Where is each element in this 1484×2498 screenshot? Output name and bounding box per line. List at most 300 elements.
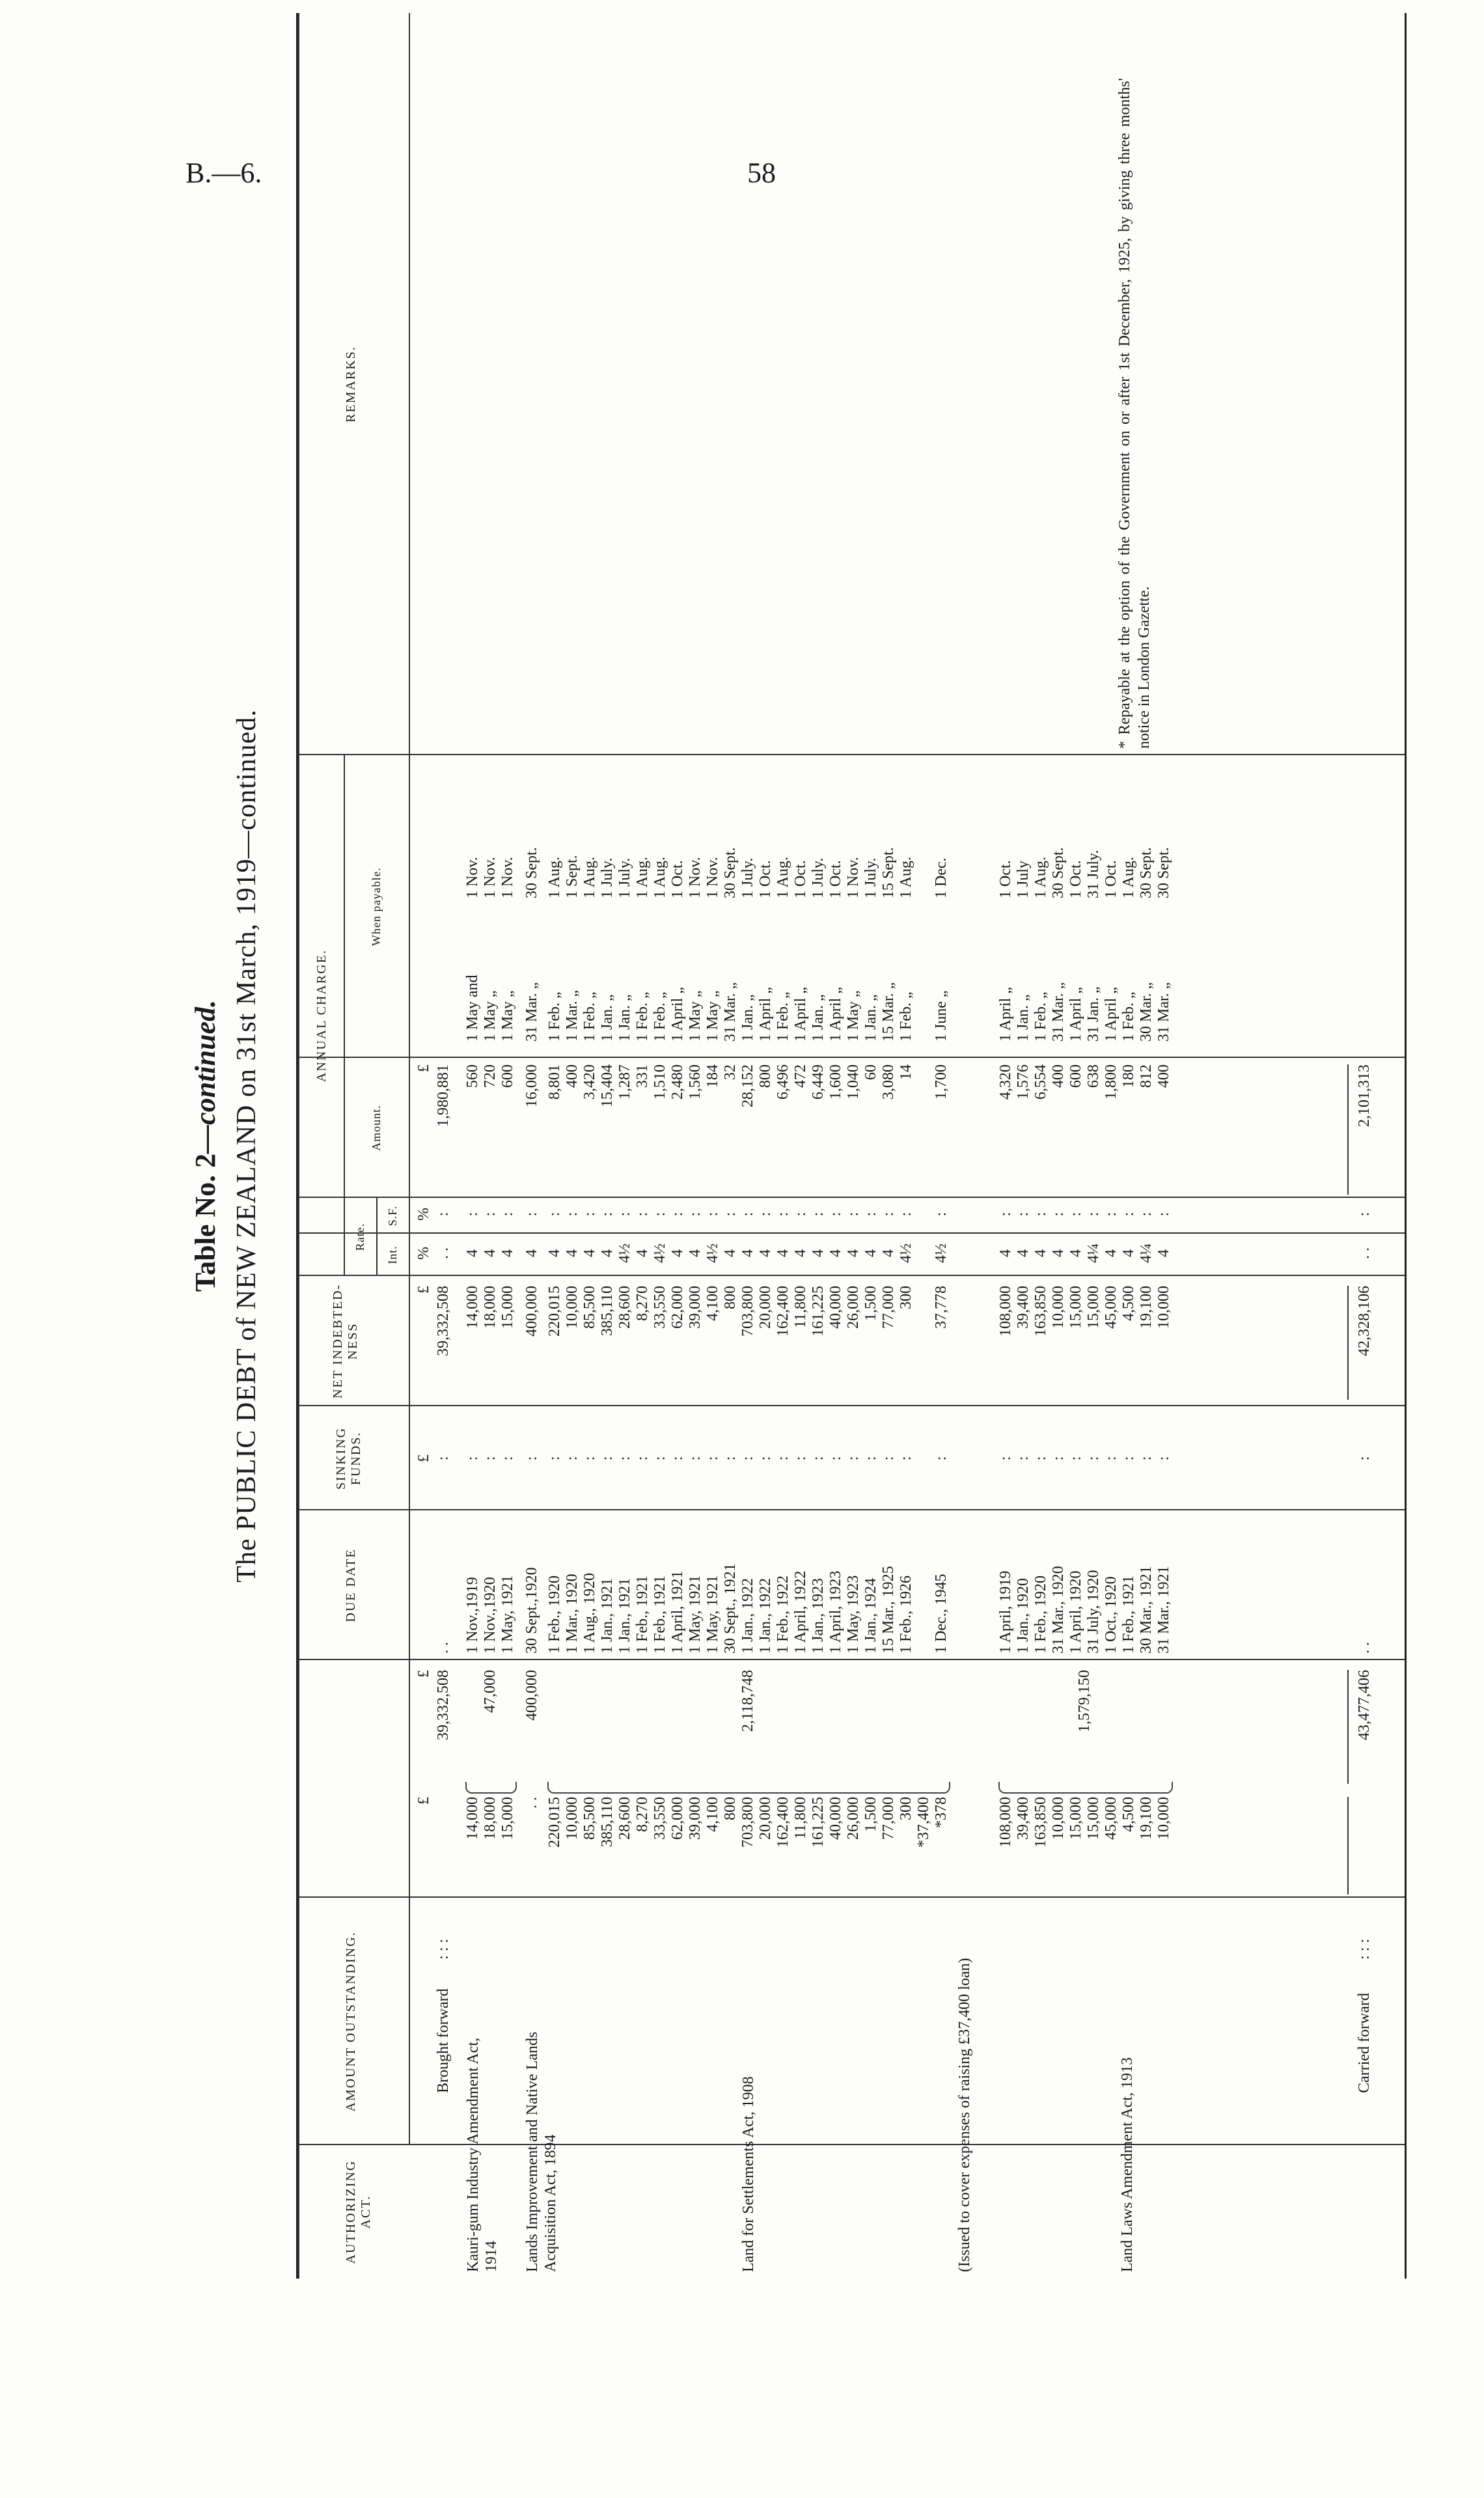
annual-amount: 180 — [1120, 1064, 1137, 1088]
table-row — [792, 13, 810, 2279]
amount-outstanding: 77,000 — [880, 1797, 897, 1840]
due-date: 1 Jan., 1922 — [757, 1578, 774, 1654]
annual-amount: 720 — [482, 1064, 499, 1088]
payable-second: 1 Aug. — [775, 856, 791, 898]
unit-pound: £ — [415, 1797, 432, 1805]
interest-rate: 4¼ — [1138, 1243, 1155, 1263]
interest-rate: 4 — [775, 1249, 791, 1257]
due-date: 31 Mar., 1920 — [1050, 1566, 1067, 1654]
net-indebtedness: 8,270 — [634, 1286, 651, 1321]
amount-outstanding: 62,000 — [669, 1797, 686, 1840]
sinking-fund: : — [1155, 1456, 1172, 1461]
interest-rate: 4½ — [616, 1243, 633, 1263]
annual-amount: 6,449 — [810, 1064, 827, 1100]
payable-second: 1 Aug. — [652, 856, 668, 898]
sinking-rate: : — [722, 1212, 739, 1217]
annual-amount: 800 — [757, 1064, 774, 1088]
payable-first: 1 Feb. „ — [898, 992, 914, 1042]
payable-first: 1 April „ — [1067, 987, 1084, 1042]
payable-first: 1 May „ — [482, 990, 499, 1042]
payable-second: 1 July. — [810, 857, 827, 898]
interest-rate: 4 — [464, 1249, 481, 1257]
amount-outstanding: 161,225 — [810, 1797, 827, 1848]
interest-rate: 4 — [739, 1249, 756, 1257]
table-row — [827, 13, 845, 2279]
annual-amount: 6,554 — [1032, 1064, 1049, 1100]
unit-percent: % — [415, 1247, 432, 1260]
sinking-rate: : — [564, 1212, 581, 1217]
amount-outstanding: 4,100 — [704, 1797, 721, 1832]
amount-outstanding: 39,000 — [687, 1797, 704, 1840]
sinking-fund: : — [933, 1456, 950, 1461]
amount-outstanding: 14,000 — [464, 1797, 481, 1840]
payable-first: 1 May and — [464, 975, 481, 1042]
table-row — [704, 13, 722, 2279]
sinking-fund: : — [722, 1456, 739, 1461]
table-row — [722, 13, 739, 2279]
authorizing-act: Land Laws Amendment Act, 1913 — [1119, 2057, 1136, 2272]
net-indebtedness: 85,500 — [581, 1286, 598, 1329]
sinking-rate: : — [880, 1212, 897, 1217]
payable-first: 1 Feb. „ — [1120, 992, 1137, 1042]
net-indebtedness: 800 — [722, 1286, 739, 1309]
payable-first: 1 Feb. „ — [581, 992, 598, 1042]
group-total-row — [1076, 13, 1093, 2279]
interest-rate: 4 — [499, 1249, 516, 1257]
payable-second: 1 Nov. — [464, 857, 481, 898]
annual-amount: 3,420 — [581, 1064, 598, 1100]
payable-first: 31 Mar. „ — [1050, 982, 1067, 1042]
payable-second: 30 Sept. — [1050, 847, 1067, 898]
payable-first: 1 Mar. „ — [564, 990, 581, 1042]
sinking-rate: : — [1103, 1212, 1120, 1217]
sinking-fund: : — [757, 1456, 774, 1461]
due-date: 1 May, 1921 — [499, 1575, 516, 1654]
due-date: 1 Nov.,1920 — [482, 1577, 499, 1654]
due-date: 1 Feb., 1921 — [1120, 1575, 1137, 1654]
table-row — [880, 13, 898, 2279]
header-sinking: SINKING FUNDS. — [334, 1426, 363, 1490]
table-row — [546, 13, 564, 2279]
payable-first: 1 April „ — [669, 987, 686, 1042]
payable-first: 1 May „ — [845, 990, 862, 1042]
payable-first: 1 Jan. „ — [739, 994, 756, 1042]
payable-first: 1 Jan. „ — [862, 994, 879, 1042]
due-date: 15 Mar., 1925 — [880, 1566, 897, 1654]
carried-forward-total: 43,477,406 — [1356, 1670, 1373, 1740]
due-date: 1 Jan., 1923 — [810, 1578, 827, 1654]
public-debt-table — [296, 13, 1407, 2279]
payable-first: 1 Feb. „ — [775, 992, 791, 1042]
interest-rate: 4 — [523, 1249, 540, 1257]
sinking-rate: : — [523, 1212, 540, 1217]
due-date: 1 Feb., 1921 — [634, 1575, 651, 1654]
table-row — [634, 13, 652, 2279]
annual-amount: 560 — [464, 1064, 481, 1088]
due-date: 30 Mar., 1921 — [1138, 1566, 1155, 1654]
interest-rate: 4 — [1067, 1249, 1084, 1257]
sinking-fund: : — [997, 1456, 1014, 1461]
interest-rate: 4½ — [704, 1243, 721, 1263]
header-amount: Amount. — [370, 1105, 383, 1151]
sinking-rate: : — [845, 1212, 862, 1217]
sinking-rate: : — [669, 1212, 686, 1217]
due-date: 1 May, 1921 — [704, 1575, 721, 1654]
header-rate: Rate. — [353, 1223, 366, 1251]
interest-rate: 4 — [1155, 1249, 1172, 1257]
payable-second: 1 Aug. — [634, 856, 651, 898]
unit-pound: £ — [415, 1286, 432, 1294]
interest-rate: 4¼ — [1085, 1243, 1102, 1263]
annual-amount: 60 — [862, 1064, 879, 1080]
payable-second: 1 Oct. — [997, 860, 1014, 898]
payable-second: 30 Sept. — [1138, 847, 1155, 898]
units-row — [415, 13, 433, 2279]
amount-outstanding: 162,400 — [775, 1797, 791, 1848]
payable-second: 31 July. — [1085, 850, 1102, 898]
net-indebtedness: 161,225 — [810, 1286, 827, 1337]
payable-first: 1 June „ — [933, 990, 950, 1042]
payable-first: 15 Mar. „ — [880, 982, 897, 1042]
annual-amount: 1,040 — [845, 1064, 862, 1100]
amount-outstanding: . . — [523, 1797, 540, 1809]
group-total: 1,579,150 — [1076, 1670, 1093, 1732]
sinking-fund: : — [810, 1456, 827, 1461]
annual-amount: 184 — [704, 1064, 721, 1088]
amount-outstanding: 39,400 — [1015, 1797, 1032, 1840]
sinking-fund: : — [1032, 1456, 1049, 1461]
due-date: 31 Mar., 1921 — [1155, 1566, 1172, 1654]
sinking-rate: : — [1015, 1212, 1032, 1217]
interest-rate: 4 — [482, 1249, 499, 1257]
net-indebtedness: 108,000 — [997, 1286, 1014, 1337]
sinking-fund: : — [1050, 1456, 1067, 1461]
sinking-fund: : — [669, 1456, 686, 1461]
amount-outstanding: 163,850 — [1032, 1797, 1049, 1848]
sinking-rate: : — [482, 1212, 499, 1217]
net-indebtedness: 20,000 — [757, 1286, 774, 1329]
due-date: 1 April, 1921 — [669, 1570, 686, 1654]
sinking-rate: : — [739, 1212, 756, 1217]
interest-rate: 4 — [722, 1249, 739, 1257]
amount-outstanding: 26,000 — [845, 1797, 862, 1840]
due-date: 1 April, 1922 — [792, 1570, 809, 1654]
payable-first: 1 April „ — [792, 987, 809, 1042]
due-date: 1 Jan., 1921 — [616, 1578, 633, 1654]
header-act: AUTHORIZING ACT. — [344, 2159, 373, 2264]
sinking-rate: : — [687, 1212, 704, 1217]
net-indebtedness: 162,400 — [775, 1286, 791, 1337]
table-row — [564, 13, 581, 2279]
sinking-fund: : — [564, 1456, 581, 1461]
payable-second: 1 Oct. — [827, 860, 844, 898]
due-date: 1 Nov.,1919 — [464, 1577, 481, 1654]
due-date: 1 Jan., 1921 — [599, 1578, 616, 1654]
annual-amount: 4,320 — [997, 1064, 1014, 1100]
net-indebtedness: 385,110 — [599, 1286, 616, 1337]
payable-first: 1 Feb. „ — [634, 992, 651, 1042]
payable-first: 31 Jan. „ — [1085, 986, 1102, 1042]
carried-forward-row — [1356, 13, 1373, 2279]
payable-first: 1 Jan. „ — [599, 994, 616, 1042]
due-date: 1 Feb., 1921 — [652, 1575, 668, 1654]
payable-second: 1 Nov. — [687, 857, 704, 898]
unit-pound: £ — [415, 1670, 432, 1678]
interest-rate: 4 — [1103, 1249, 1120, 1257]
due-date: 30 Sept.,1920 — [523, 1567, 540, 1654]
due-date: 1 Oct., 1920 — [1103, 1576, 1120, 1654]
sinking-rate: : — [997, 1212, 1014, 1217]
payable-second: 30 Sept. — [722, 847, 739, 898]
amount-outstanding: 300 — [898, 1797, 914, 1820]
header-annual: ANNUAL CHARGE. — [314, 949, 329, 1082]
annual-amount: 8,801 — [546, 1064, 563, 1100]
due-date: 1 April, 1920 — [1067, 1570, 1084, 1654]
net-indebtedness: 10,000 — [1050, 1286, 1067, 1329]
annual-amount: 1,560 — [687, 1064, 704, 1100]
amount-outstanding: 40,000 — [827, 1797, 844, 1840]
annual-amount: 400 — [1155, 1064, 1172, 1088]
interest-rate: 4 — [634, 1249, 651, 1257]
net-indebtedness: 4,500 — [1120, 1286, 1137, 1321]
due-date: 1 Aug., 1920 — [581, 1572, 598, 1654]
payable-second: 1 Aug. — [1032, 856, 1049, 898]
payable-second: 1 July. — [862, 857, 879, 898]
net-indebtedness: 400,000 — [523, 1286, 540, 1337]
interest-rate: 4 — [1015, 1249, 1032, 1257]
net-indebtedness: 28,600 — [616, 1286, 633, 1329]
header-remarks: REMARKS. — [344, 346, 358, 423]
annual-amount: 1,800 — [1103, 1064, 1120, 1100]
table-row — [669, 13, 687, 2279]
sinking-fund: : — [845, 1456, 862, 1461]
interest-rate: 4 — [997, 1249, 1014, 1257]
sinking-fund: : — [1085, 1456, 1102, 1461]
sinking-rate: : — [1085, 1212, 1102, 1217]
amount-outstanding: 28,600 — [616, 1797, 633, 1840]
brought-forward-total: 39,332,508 — [435, 1670, 452, 1740]
payable-second: 1 Nov. — [845, 857, 862, 898]
amount-outstanding: 1,500 — [862, 1797, 879, 1832]
table-row — [616, 13, 634, 2279]
payable-second: 1 Dec. — [933, 857, 950, 898]
payable-second: 1 Aug. — [1120, 856, 1137, 898]
due-date: 1 Jan., 1920 — [1015, 1578, 1032, 1654]
page-number: 58 — [747, 157, 776, 189]
annual-amount: 15,404 — [599, 1064, 616, 1107]
amount-outstanding: 10,000 — [1155, 1797, 1172, 1840]
interest-rate: 4½ — [898, 1243, 914, 1263]
due-date: 30 Sept., 1921 — [722, 1563, 739, 1654]
amount-outstanding: 4,500 — [1120, 1797, 1137, 1832]
net-indebtedness: 37,778 — [933, 1286, 950, 1329]
due-date: 1 May, 1921 — [687, 1575, 704, 1654]
sinking-fund: : — [464, 1456, 481, 1461]
net-indebtedness: 40,000 — [827, 1286, 844, 1329]
sinking-rate: : — [634, 1212, 651, 1217]
due-date: 1 Feb., 1926 — [898, 1575, 914, 1654]
sinking-rate: : — [652, 1212, 668, 1217]
sinking-fund: : — [1138, 1456, 1155, 1461]
table-row — [862, 13, 880, 2279]
interest-rate: 4½ — [933, 1243, 950, 1263]
header-sf: S.F. — [386, 1205, 399, 1227]
due-date: 1 April, 1919 — [997, 1570, 1014, 1654]
sinking-rate: : — [810, 1212, 827, 1217]
interest-rate: 4 — [581, 1249, 598, 1257]
interest-rate: 4 — [845, 1249, 862, 1257]
sinking-rate: : — [1138, 1212, 1155, 1217]
net-indebtedness: 163,850 — [1032, 1286, 1049, 1337]
carried-forward-label: Carried forward — [1356, 1993, 1373, 2093]
payable-first: 1 Jan. „ — [616, 994, 633, 1042]
amount-outstanding: 45,000 — [1103, 1797, 1120, 1840]
payable-first: 31 Mar. „ — [722, 982, 739, 1042]
net-indebtedness: 1,500 — [862, 1286, 879, 1321]
header-due: DUE DATE — [344, 1548, 358, 1622]
annual-amount: 1,576 — [1015, 1064, 1032, 1100]
sinking-fund: : — [499, 1456, 516, 1461]
payable-second: 1 Aug. — [581, 856, 598, 898]
amount-outstanding: 15,000 — [1085, 1797, 1102, 1840]
sinking-fund: : — [546, 1456, 563, 1461]
sinking-rate: : — [1155, 1212, 1172, 1217]
table-row — [1050, 13, 1067, 2279]
sinking-rate: : — [933, 1212, 950, 1217]
table-row — [1032, 13, 1050, 2279]
sinking-fund: : — [687, 1456, 704, 1461]
amount-outstanding: 20,000 — [757, 1797, 774, 1840]
amount-outstanding: 11,800 — [792, 1797, 809, 1840]
group-total: 400,000 — [523, 1670, 540, 1721]
brought-forward-sinking: : — [435, 1456, 452, 1461]
sinking-fund: : — [1103, 1456, 1120, 1461]
unit-pound: £ — [415, 1454, 432, 1462]
payable-second: 30 Sept. — [523, 847, 540, 898]
table-row — [1155, 13, 1173, 2279]
table-row — [845, 13, 862, 2279]
group-brace — [998, 1782, 1173, 1794]
payable-second: 1 Nov. — [482, 857, 499, 898]
leader-dots: : : : — [435, 1938, 452, 1960]
payable-first: 1 May „ — [499, 990, 516, 1042]
sinking-rate: : — [599, 1212, 616, 1217]
payable-first: 31 Mar. „ — [1155, 982, 1172, 1042]
payable-first: 1 April „ — [827, 987, 844, 1042]
amount-outstanding: *378 — [933, 1797, 950, 1828]
payable-first: 1 Feb. „ — [546, 992, 563, 1042]
sinking-fund: : — [599, 1456, 616, 1461]
authorizing-act: Lands Improvement and Native Lands Acquisition Act, 1894 — [524, 2031, 559, 2272]
table-row — [1015, 13, 1032, 2279]
net-indebtedness: 10,000 — [564, 1286, 581, 1329]
annual-amount: 638 — [1085, 1064, 1102, 1088]
due-date: 1 Dec., 1945 — [933, 1574, 950, 1654]
amount-outstanding: 15,000 — [499, 1797, 516, 1840]
amount-outstanding: 385,110 — [599, 1797, 616, 1848]
header-when: When payable. — [370, 867, 383, 946]
net-indebtedness: 14,000 — [464, 1286, 481, 1329]
payable-first: 1 April „ — [1103, 987, 1120, 1042]
interest-rate: 4 — [687, 1249, 704, 1257]
interest-rate: 4 — [564, 1249, 581, 1257]
due-date: 1 Mar., 1920 — [564, 1574, 581, 1654]
net-indebtedness: 220,015 — [546, 1286, 563, 1337]
brought-forward-amount: 1,980,881 — [435, 1064, 452, 1127]
table-row — [757, 13, 775, 2279]
net-indebtedness: 4,100 — [704, 1286, 721, 1321]
sinking-rate: : — [704, 1212, 721, 1217]
table-row — [499, 13, 517, 2279]
interest-rate: 4 — [669, 1249, 686, 1257]
due-date: 31 July, 1920 — [1085, 1570, 1102, 1654]
table-row — [775, 13, 792, 2279]
brought-forward-sf: : — [435, 1212, 452, 1217]
due-date: 1 April, 1923 — [827, 1570, 844, 1654]
amount-outstanding: 18,000 — [482, 1797, 499, 1840]
table-row — [599, 13, 616, 2279]
due-date: 1 May, 1923 — [845, 1575, 862, 1654]
table-row — [652, 13, 669, 2279]
payable-second: 1 Aug. — [898, 856, 914, 898]
annual-amount: 400 — [1050, 1064, 1067, 1088]
net-indebtedness: 300 — [898, 1286, 914, 1309]
interest-rate: 4 — [599, 1249, 616, 1257]
sinking-rate: : — [1050, 1212, 1067, 1217]
annual-amount: 600 — [499, 1064, 516, 1088]
table-row — [933, 13, 950, 2279]
sinking-rate: : — [775, 1212, 791, 1217]
brought-forward-label: Brought forward — [435, 1988, 452, 2093]
sinking-rate: : — [862, 1212, 879, 1217]
annual-amount: 1,600 — [827, 1064, 844, 1100]
payable-first: 1 Jan. „ — [1015, 994, 1032, 1042]
annual-amount: 472 — [792, 1064, 809, 1088]
sinking-fund: : — [1015, 1456, 1032, 1461]
payable-second: 15 Sept. — [880, 847, 897, 898]
sinking-rate: : — [1067, 1212, 1084, 1217]
sinking-rate: : — [1032, 1212, 1049, 1217]
sinking-fund: : — [652, 1456, 668, 1461]
sinking-rate: : — [581, 1212, 598, 1217]
amount-outstanding: 33,550 — [652, 1797, 668, 1840]
carried-forward-net: 42,328,106 — [1356, 1286, 1373, 1356]
annual-amount: 1,287 — [616, 1064, 633, 1100]
payable-first: 1 Feb. „ — [652, 992, 668, 1042]
due-date: 1 Jan., 1922 — [739, 1578, 756, 1654]
group-brace — [547, 1782, 950, 1794]
payable-second: 1 Oct. — [669, 860, 686, 898]
brought-forward-due: . . — [435, 1642, 452, 1654]
sinking-rate: : — [499, 1212, 516, 1217]
sinking-fund: : — [1120, 1456, 1137, 1461]
annual-amount: 400 — [564, 1064, 581, 1088]
unit-pound: £ — [415, 1064, 432, 1072]
sinking-rate: : — [616, 1212, 633, 1217]
sinking-fund: : — [482, 1456, 499, 1461]
authorizing-act: Land for Settlements Act, 1908 — [739, 2076, 757, 2272]
net-indebtedness: 18,000 — [482, 1286, 499, 1329]
net-indebtedness: 62,000 — [669, 1286, 686, 1329]
amount-outstanding: 10,000 — [1050, 1797, 1067, 1840]
annual-amount: 16,000 — [523, 1064, 540, 1107]
sinking-fund: : — [581, 1456, 598, 1461]
table-title: Table No. 2—continued. — [189, 999, 221, 1292]
due-date: 1 Feb., 1920 — [546, 1575, 563, 1654]
due-date: 1 Jan., 1924 — [862, 1578, 879, 1654]
header-outstanding: AMOUNT OUTSTANDING. — [344, 1931, 358, 2112]
sinking-fund: : — [1067, 1456, 1084, 1461]
